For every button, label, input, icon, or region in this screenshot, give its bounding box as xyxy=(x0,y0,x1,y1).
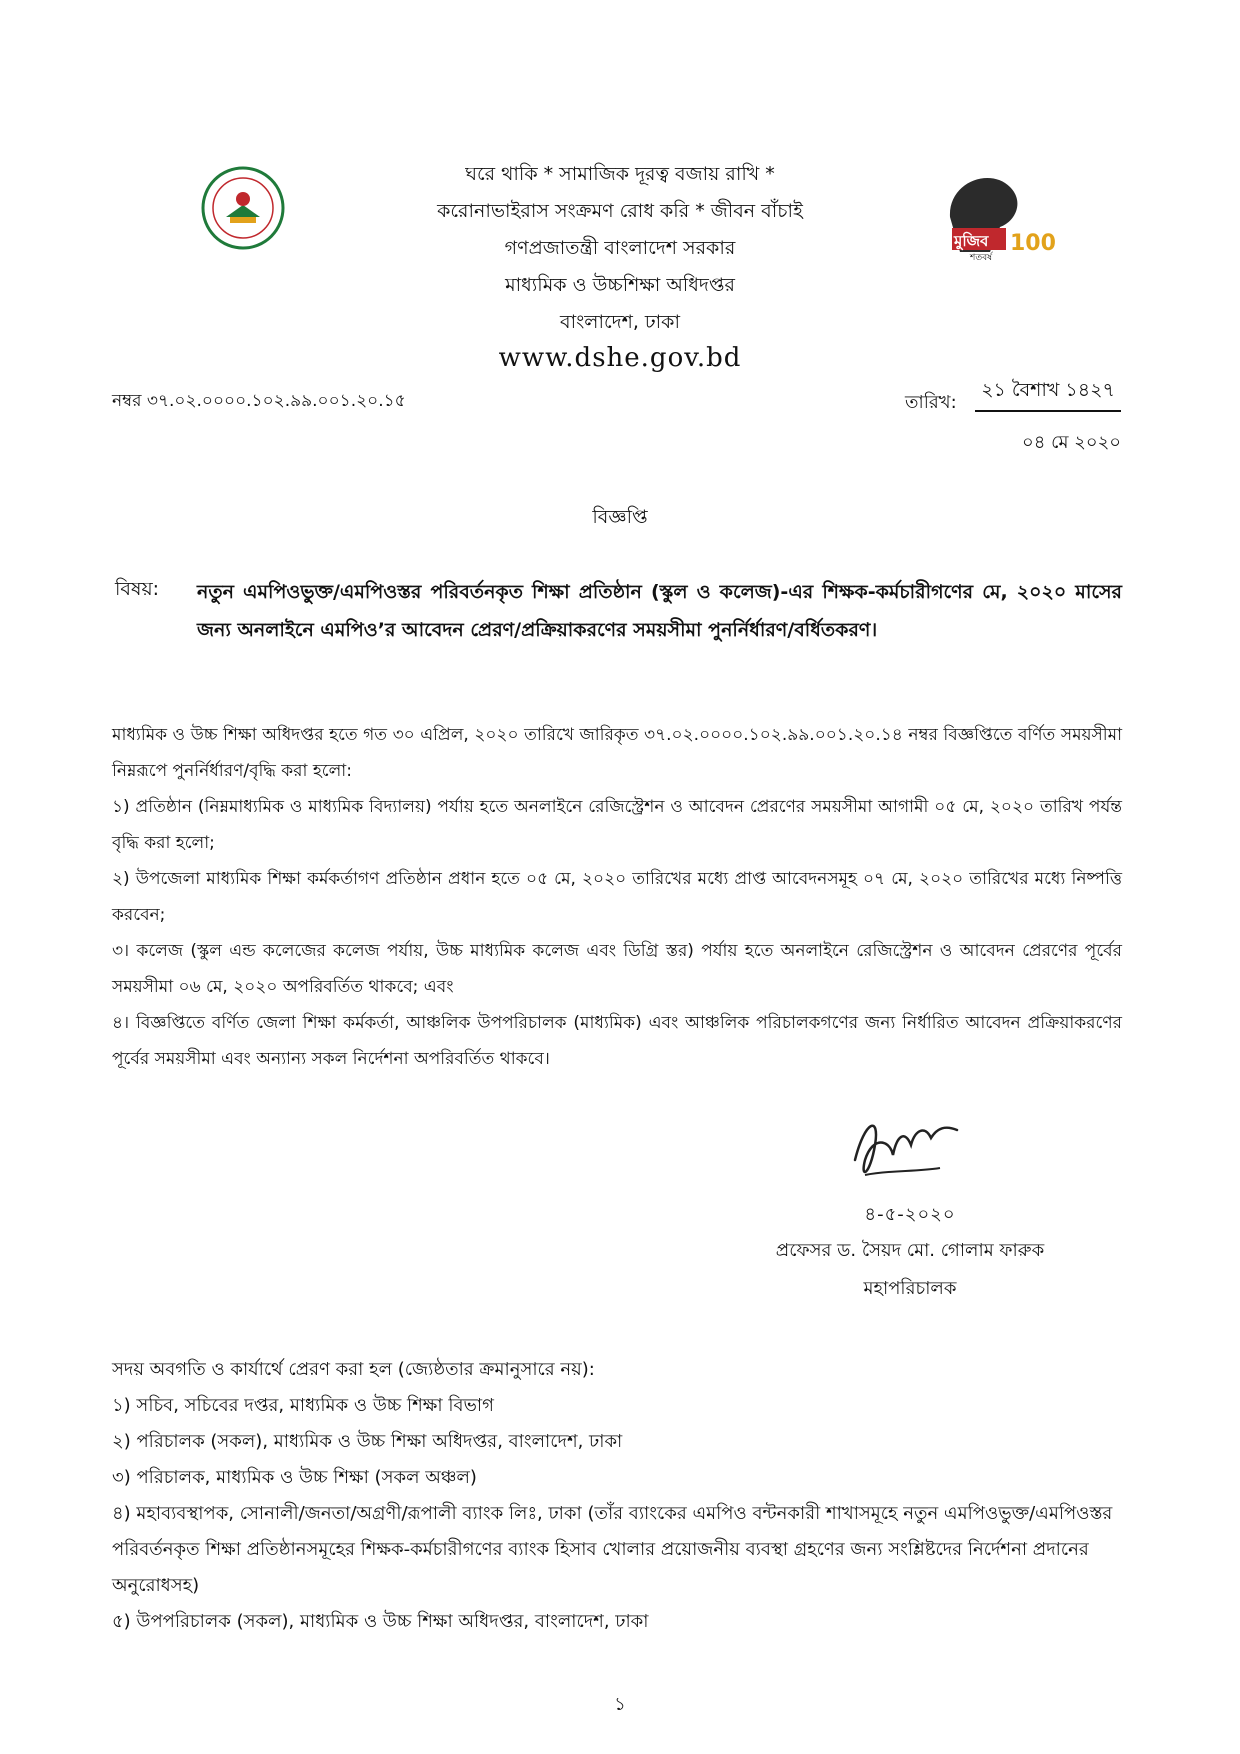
dshe-seal-icon xyxy=(200,165,286,251)
distribution-item-2: ২) পরিচালক (সকল), মাধ্যমিক ও উচ্চ শিক্ষা অধিদপ্তর, বাংলাদেশ, ঢাকা xyxy=(112,1431,623,1452)
distribution-item-4: ৪) মহাব্যবস্থাপক, সোনালী/জনতা/অগ্রণী/রূপালী ব্যাংক লিঃ, ঢাকা (তাঁর ব্যাংকের এমপিও বন্টনকারী শাখাসমূহে নতুন এমপিওভুক্ত/এমপিওস্তর পরিবর্তনকৃত শিক্ষা প্রতিষ্ঠানসমূহের শিক্ষক-কর্মচারীগণের ব্যাংক হিসাব খোলার প্রয়োজনীয় ব্যবস্থা গ্রহণের জন্য সংশ্লিষ্টদের নির্দেশনা প্রদানের অনুরোধসহ) xyxy=(112,1503,1113,1596)
notice-title: বিজ্ঞপ্তি xyxy=(592,506,648,528)
distribution-item-5: ৫) উপপরিচালক (সকল), মাধ্যমিক ও উচ্চ শিক্ষা অধিদপ্তর, বাংলাদেশ, ঢাকা xyxy=(112,1611,649,1632)
memo-number: নম্বর ৩৭.০২.০০০০.১০২.৯৯.০০১.২০.১৫ xyxy=(112,391,406,411)
subject-text: নতুন এমপিওভুক্ত/এমপিওস্তর পরিবর্তনকৃত শিক্ষা প্রতিষ্ঠান (স্কুল ও কলেজ)-এর শিক্ষক-কর্মচারীগণের মে, ২০২০ মাসের জন্য অনলাইনে এমপিও’র আবেদন প্রেরণ/প্রক্রিয়াকরণের সময়সীমা পুনর্নির্ধারণ/বর্ধিতকরণ। xyxy=(197,581,1122,641)
header-govt: গণপ্রজাতন্ত্রী বাংলাদেশ সরকার xyxy=(504,237,736,259)
date-label: তারিখ: xyxy=(905,392,957,413)
distribution-item-1: ১) সচিব, সচিবের দপ্তর, মাধ্যমিক ও উচ্চ শিক্ষা বিভাগ xyxy=(112,1395,494,1416)
signatory-name: প্রফেসর ড. সৈয়দ মো. গোলাম ফারুক xyxy=(775,1240,1045,1261)
body-intro: মাধ্যমিক ও উচ্চ শিক্ষা অধিদপ্তর হতে গত ৩০ এপ্রিল, ২০২০ তারিখে জারিকৃত ৩৭.০২.০০০০.১০২.৯৯.০০১.২০.১৪ নম্বর বিজ্ঞপ্তিতে বর্ণিত সময়সীমা নিম্নরূপে পুনর্নির্ধারণ/বৃদ্ধি করা হলো: xyxy=(112,725,1122,781)
body-point-1: ১) প্রতিষ্ঠান (নিম্নমাধ্যমিক ও মাধ্যমিক বিদ্যালয়) পর্যায় হতে অনলাইনে রেজিস্ট্রেশন ও আবেদন প্রেরণের সময়সীমা আগামী ০৫ মে, ২০২০ তারিখ পর্যন্ত বৃদ্ধি করা হলো; xyxy=(112,797,1122,853)
signature-date: ৪-৫-২০২০ xyxy=(864,1204,956,1225)
header-location: বাংলাদেশ, ঢাকা xyxy=(560,311,680,333)
logo-text-centenary: শতবর্ষ xyxy=(970,253,993,262)
date-bengali: ২১ বৈশাখ ১৪২৭ xyxy=(975,376,1121,412)
header-slogan-2: করোনাভাইরাস সংক্রমণ রোধ করি * জীবন বাঁচাই xyxy=(437,200,803,222)
date-gregorian: ০৪ মে ২০২০ xyxy=(1022,432,1121,453)
page-number: ১ xyxy=(614,1694,626,1715)
logo-text-100: 100 xyxy=(1010,231,1056,256)
body-point-3: ৩। কলেজ (স্কুল এন্ড কলেজের কলেজ পর্যায়, উচ্চ মাধ্যমিক কলেজ এবং ডিগ্রি স্তর) পর্যায় হতে অনলাইনে রেজিস্ট্রেশন ও আবেদন প্রেরণের পূর্বের সময়সীমা ০৬ মে, ২০২০ অপরিবর্তিত থাকবে; এবং xyxy=(112,941,1122,997)
logo-text-mujib: মুজিব xyxy=(954,232,989,250)
distribution-item-3: ৩) পরিচালক, মাধ্যমিক ও উচ্চ শিক্ষা (সকল অঞ্চল) xyxy=(112,1467,477,1488)
distribution-intro: সদয় অবগতি ও কার্যার্থে প্রেরণ করা হল (জ্যেষ্ঠতার ক্রমানুসারে নয়): xyxy=(112,1359,595,1380)
signatory-designation: মহাপরিচালক xyxy=(863,1278,957,1299)
mujib-100-logo-icon xyxy=(930,162,1062,262)
header-slogan-1: ঘরে থাকি * সামাজিক দূরত্ব বজায় রাখি * xyxy=(465,163,775,185)
signature-icon xyxy=(845,1100,975,1195)
body-point-4: ৪। বিজ্ঞপ্তিতে বর্ণিত জেলা শিক্ষা কর্মকর্তা, আঞ্চলিক উপপরিচালক (মাধ্যমিক) এবং আঞ্চলিক পরিচালকগণের জন্য নির্ধারিত আবেদন প্রক্রিয়াকরণের পূর্বের সময়সীমা এবং অন্যান্য সকল নির্দেশনা অপরিবর্তিত থাকবে। xyxy=(112,1013,1122,1069)
subject-label: বিষয়: xyxy=(115,578,160,600)
header-office: মাধ্যমিক ও উচ্চশিক্ষা অধিদপ্তর xyxy=(505,274,735,296)
body-point-2: ২) উপজেলা মাধ্যমিক শিক্ষা কর্মকর্তাগণ প্রতিষ্ঠান প্রধান হতে ০৫ মে, ২০২০ তারিখের মধ্যে প্রাপ্ত আবেদনসমূহ ০৭ মে, ২০২০ তারিখের মধ্যে নিষ্পত্তি করবেন; xyxy=(112,869,1122,925)
header-website-link[interactable]: www.dshe.gov.bd xyxy=(498,343,742,373)
